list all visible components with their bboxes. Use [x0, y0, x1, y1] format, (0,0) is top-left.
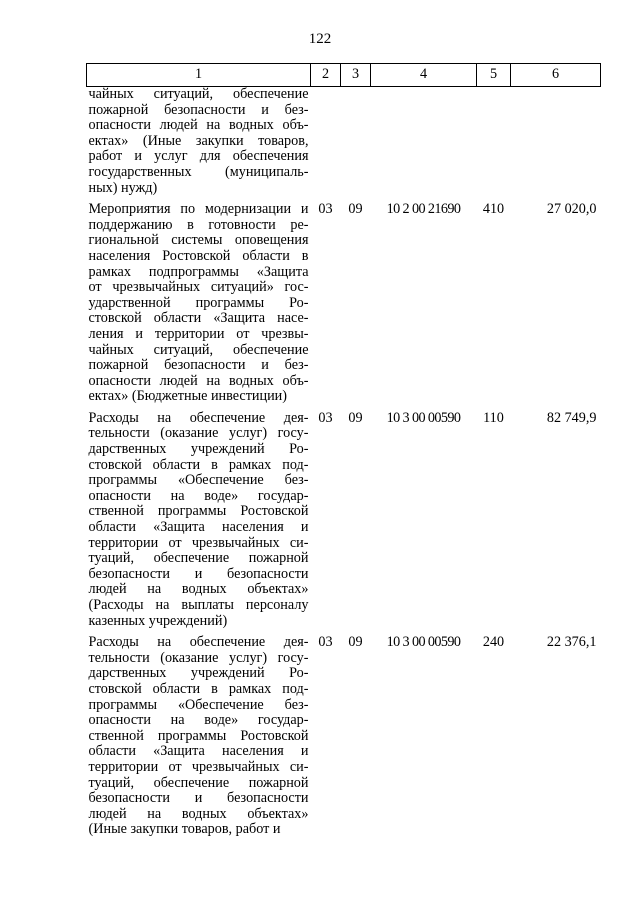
- row-name-line: территории от чрезвычайных си-: [88, 758, 309, 775]
- row-subsection-cell: [341, 87, 371, 197]
- row-name-line: Расходы на обеспечение дея-: [88, 409, 309, 426]
- row-name-line: (Расходы на выплаты персоналу: [88, 597, 309, 613]
- header-col-4: 4: [371, 64, 477, 87]
- row-amount-cell: 82 749,9: [546, 409, 597, 426]
- row-name-line: территории от чрезвычайных си-: [88, 534, 309, 551]
- header-col-6: 6: [511, 64, 601, 87]
- row-name-cell: [87, 405, 311, 629]
- row-name-line: программы «Обеспечение без-: [88, 472, 309, 489]
- row-name-line: дарственных учреждений Ро-: [88, 665, 309, 682]
- header-col-1: 1: [87, 64, 311, 87]
- row-name-line: ных) нужд): [88, 179, 158, 196]
- row-target-article-cell: 10 2 00 21690: [386, 201, 461, 218]
- row-name-line: (Иные закупки товаров, работ и: [88, 821, 281, 838]
- row-expense-type-cell: 110: [483, 409, 504, 426]
- page-number: 122: [308, 31, 332, 47]
- row-name-line: Расходы на обеспечение дея-: [88, 634, 309, 651]
- row-amount-cell: 22 376,1: [546, 634, 597, 651]
- row-name-line: стовской области в рамках под-: [88, 680, 309, 697]
- row-name-line: гиональной системы оповещения: [88, 232, 309, 249]
- table-row: [87, 196, 601, 405]
- row-expense-type-cell: 240: [482, 634, 505, 651]
- row-section-cell: 03: [318, 409, 333, 426]
- header-row: [87, 64, 601, 87]
- row-name-line: стовской области в рамках под-: [88, 456, 309, 473]
- row-name-line: от чрезвычайных ситуаций» гос-: [88, 279, 309, 296]
- row-name-line: рамках подпрограммы «Защита: [88, 263, 309, 280]
- row-expense-type-cell: [477, 87, 511, 197]
- table-body: [87, 87, 601, 838]
- row-target-article-cell: 10 3 00 00590: [386, 409, 461, 426]
- row-name-line: опасности на воде» государ-: [88, 712, 309, 729]
- header-col-2: 2: [311, 64, 341, 87]
- table-row: [87, 629, 601, 838]
- row-name-line: туаций, обеспечение пожарной: [88, 550, 309, 567]
- row-name-line: ления и территории от чрезвы-: [88, 325, 309, 342]
- row-section-cell: [311, 87, 341, 197]
- row-name-line: туаций, обеспечение пожарной: [88, 774, 309, 791]
- row-name-line: безопасности и безопасности: [88, 565, 309, 582]
- row-name-cell: [87, 87, 311, 197]
- header-col-3: 3: [341, 64, 371, 87]
- row-expense-type-cell: 410: [482, 201, 505, 218]
- row-name-line: ственной программы Ростовской: [88, 503, 309, 520]
- row-name-line: населения Ростовской области в: [88, 247, 309, 264]
- row-name-line: пожарной безопасности и без-: [88, 101, 309, 118]
- row-name-line: тельности (оказание услуг) госу-: [88, 425, 309, 442]
- row-name-line: государственных (муниципаль-: [88, 163, 309, 180]
- row-name-line: поддержанию в готовности ре-: [88, 216, 309, 233]
- row-name-line: области «Защита населения и: [88, 743, 309, 760]
- row-name-line: Мероприятия по модернизации и: [88, 201, 309, 218]
- row-name-line: казенных учреждений): [88, 612, 228, 629]
- row-name-line: области «Защита населения и: [88, 519, 309, 536]
- row-section-cell: 03: [318, 201, 333, 218]
- row-name-line: опасности людей на водных объ-: [88, 372, 309, 389]
- row-target-article-cell: [371, 87, 477, 197]
- row-subsection-cell: 09: [348, 201, 363, 218]
- row-name-line: стовской области «Защита насе-: [88, 310, 309, 327]
- row-name-cell: [87, 629, 311, 838]
- row-name-cell: [87, 196, 311, 405]
- row-name-line: программы «Обеспечение без-: [88, 696, 309, 713]
- row-name-line: безопасности и безопасности: [88, 790, 309, 807]
- row-subsection-cell: 09: [348, 409, 363, 426]
- row-name-line: людей на водных объектах»: [88, 581, 309, 598]
- row-section-cell: 03: [318, 634, 333, 651]
- row-name-line: работ и услуг для обеспечения: [88, 148, 309, 165]
- row-name-line: дарственных учреждений Ро-: [88, 441, 309, 458]
- row-name-line: ектах» (Бюджетные инвестиции): [88, 388, 287, 405]
- row-amount-cell: 27 020,0: [546, 201, 597, 218]
- row-name-line: чайных ситуаций, обеспечение: [88, 86, 309, 102]
- row-name-line: ектах» (Иные закупки товаров,: [88, 132, 309, 149]
- row-name-line: пожарной безопасности и без-: [88, 357, 309, 374]
- row-name-line: опасности на воде» государ-: [88, 487, 309, 504]
- header-col-5: 5: [477, 64, 511, 87]
- table-row: [87, 87, 601, 197]
- row-name-line: опасности людей на водных объ-: [88, 117, 309, 134]
- table-header: [87, 64, 601, 87]
- row-name-line: тельности (оказание услуг) госу-: [88, 649, 309, 666]
- row-subsection-cell: 09: [348, 634, 363, 651]
- row-name-line: ударственной программы Ро-: [88, 294, 309, 311]
- row-name-line: ственной программы Ростовской: [88, 727, 309, 744]
- row-name-line: людей на водных объектах»: [88, 805, 309, 822]
- budget-table: [86, 63, 601, 838]
- row-name-line: чайных ситуаций, обеспечение: [88, 341, 309, 358]
- row-target-article-cell: 10 3 00 00590: [386, 634, 461, 651]
- row-amount-cell: [511, 87, 601, 197]
- table-row: [87, 405, 601, 629]
